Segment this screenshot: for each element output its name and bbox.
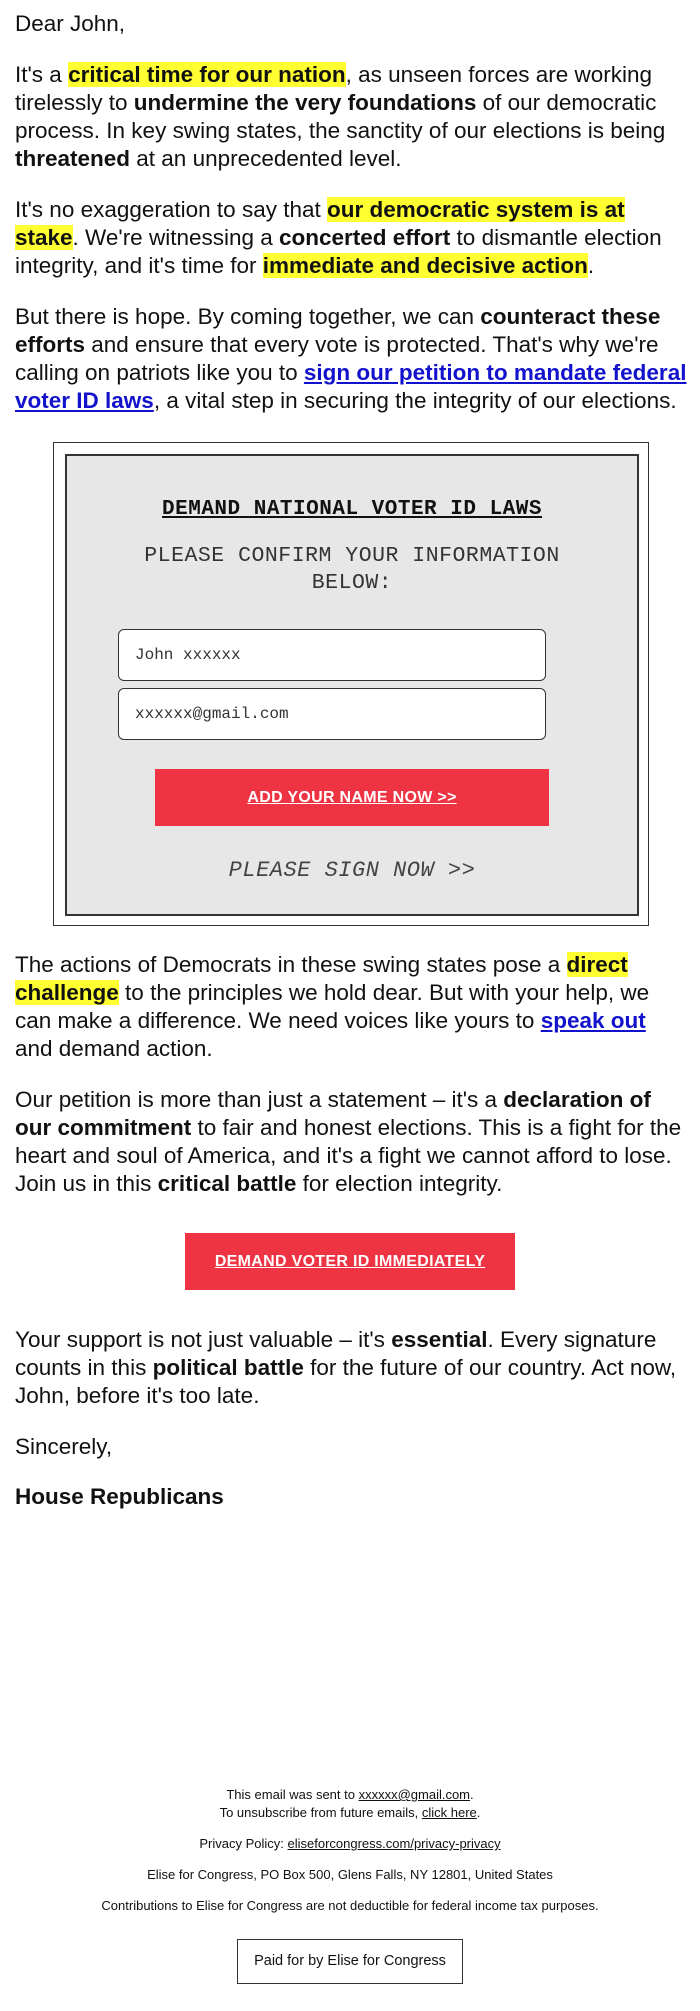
email-body	[15, 10, 687, 1511]
paragraph-4	[15, 951, 687, 1063]
bold-political-battle: political battle	[152, 1355, 304, 1380]
paragraph-5	[15, 1086, 687, 1198]
text: This email was sent to	[226, 1787, 359, 1802]
highlight-direct-challenge: direct challenge	[15, 952, 628, 1005]
text: . We're witnessing a	[72, 225, 280, 250]
text: and ensure that every vote is protected. That's why we're calling on patriots like you to	[15, 332, 659, 385]
text: to dismantle election integrity, and it's time for	[15, 225, 662, 278]
petition-form	[65, 454, 639, 916]
paragraph-6	[15, 1326, 687, 1410]
text: at an unprecedented level.	[130, 146, 402, 171]
speak-out-link[interactable]: speak out	[540, 1008, 646, 1033]
text: for election integrity.	[296, 1171, 503, 1196]
text: But there is hope. By coming together, we can	[15, 304, 481, 329]
bold-undermine: undermine the very foundations	[133, 90, 477, 115]
bold-threatened: threatened	[15, 146, 131, 171]
paragraph-1	[15, 61, 687, 173]
highlight-critical-time: critical time for our nation	[68, 62, 346, 87]
bold-essential: essential	[391, 1327, 488, 1352]
bold-critical-battle: critical battle	[157, 1171, 297, 1196]
cta-wrapper	[15, 1233, 687, 1290]
petition-form-frame	[53, 442, 649, 926]
text: to the principles we hold dear. But with your help, we can make a difference. We need voices like yours to	[15, 980, 650, 1033]
text: It's a	[15, 62, 69, 87]
form-subtitle: PLEASE CONFIRM YOUR INFORMATION BELOW:	[144, 544, 560, 595]
unsubscribe-link[interactable]: click here	[421, 1805, 477, 1820]
text: .	[587, 253, 595, 278]
privacy-policy-link[interactable]: eliseforcongress.com/privacy-privacy	[287, 1836, 501, 1851]
email-field[interactable]: xxxxxx@gmail.com	[118, 688, 546, 740]
bold-concerted-effort: concerted effort	[279, 225, 451, 250]
highlight-democratic-system: our democratic system is at stake	[15, 197, 625, 250]
bold-declaration: declaration of our commitment	[15, 1087, 651, 1140]
text: and demand action.	[15, 1036, 213, 1061]
highlight-immediate-action: immediate and decisive action	[262, 253, 588, 278]
text: Your support is not just valuable – it's	[15, 1327, 392, 1352]
petition-link[interactable]: sign our petition to mandate federal voter ID laws	[15, 360, 687, 413]
sent-to-line	[0, 1786, 700, 1804]
form-title: DEMAND NATIONAL VOTER ID LAWS	[162, 498, 542, 521]
paid-for-box: Paid for by Elise for Congress	[237, 1939, 463, 1984]
privacy-line	[0, 1835, 700, 1853]
bold-counteract: counteract these efforts	[15, 304, 661, 357]
signer: House Republicans	[15, 1484, 224, 1509]
name-field[interactable]: John xxxxxx	[118, 629, 546, 681]
demand-voter-id-button[interactable]: DEMAND VOTER ID IMMEDIATELY	[185, 1233, 515, 1290]
text: The actions of Democrats in these swing states pose a	[15, 952, 567, 977]
text: Privacy Policy:	[199, 1836, 288, 1851]
signoff: Sincerely,	[15, 1434, 113, 1459]
paragraph-3	[15, 303, 687, 415]
text: . Every signature counts in this	[15, 1327, 657, 1380]
text: to fair and honest elections. This is a fight for the heart and soul of America, and it's a fight we cannot afford to lose. Join us in this	[15, 1115, 682, 1196]
text: Our petition is more than just a statement – it's a	[15, 1087, 504, 1112]
text: of our democratic process. In key swing states, the sanctity of our elections is being	[15, 90, 666, 143]
text: .	[476, 1805, 481, 1820]
paragraph-2	[15, 196, 687, 280]
footer	[0, 1786, 700, 1984]
text: .	[470, 1787, 474, 1802]
text: for the future of our country. Act now, John, before it's too late.	[15, 1355, 677, 1408]
tax-disclaimer: Contributions to Elise for Congress are not deductible for federal income tax purposes.	[101, 1898, 599, 1913]
text: , a vital step in securing the integrity of our elections.	[153, 388, 677, 413]
text: It's no exaggeration to say that	[15, 197, 327, 222]
recipient-email-link[interactable]: xxxxxx@gmail.com	[358, 1787, 471, 1802]
text: To unsubscribe from future emails,	[219, 1805, 422, 1820]
please-sign-now-link[interactable]: PLEASE SIGN NOW >>	[228, 858, 476, 883]
add-your-name-button[interactable]: ADD YOUR NAME NOW >>	[155, 769, 549, 826]
greeting: Dear John,	[15, 11, 126, 36]
unsubscribe-line	[0, 1804, 700, 1822]
text: , as unseen forces are working tirelessly to	[15, 62, 653, 115]
address: Elise for Congress, PO Box 500, Glens Falls, NY 12801, United States	[147, 1867, 553, 1882]
